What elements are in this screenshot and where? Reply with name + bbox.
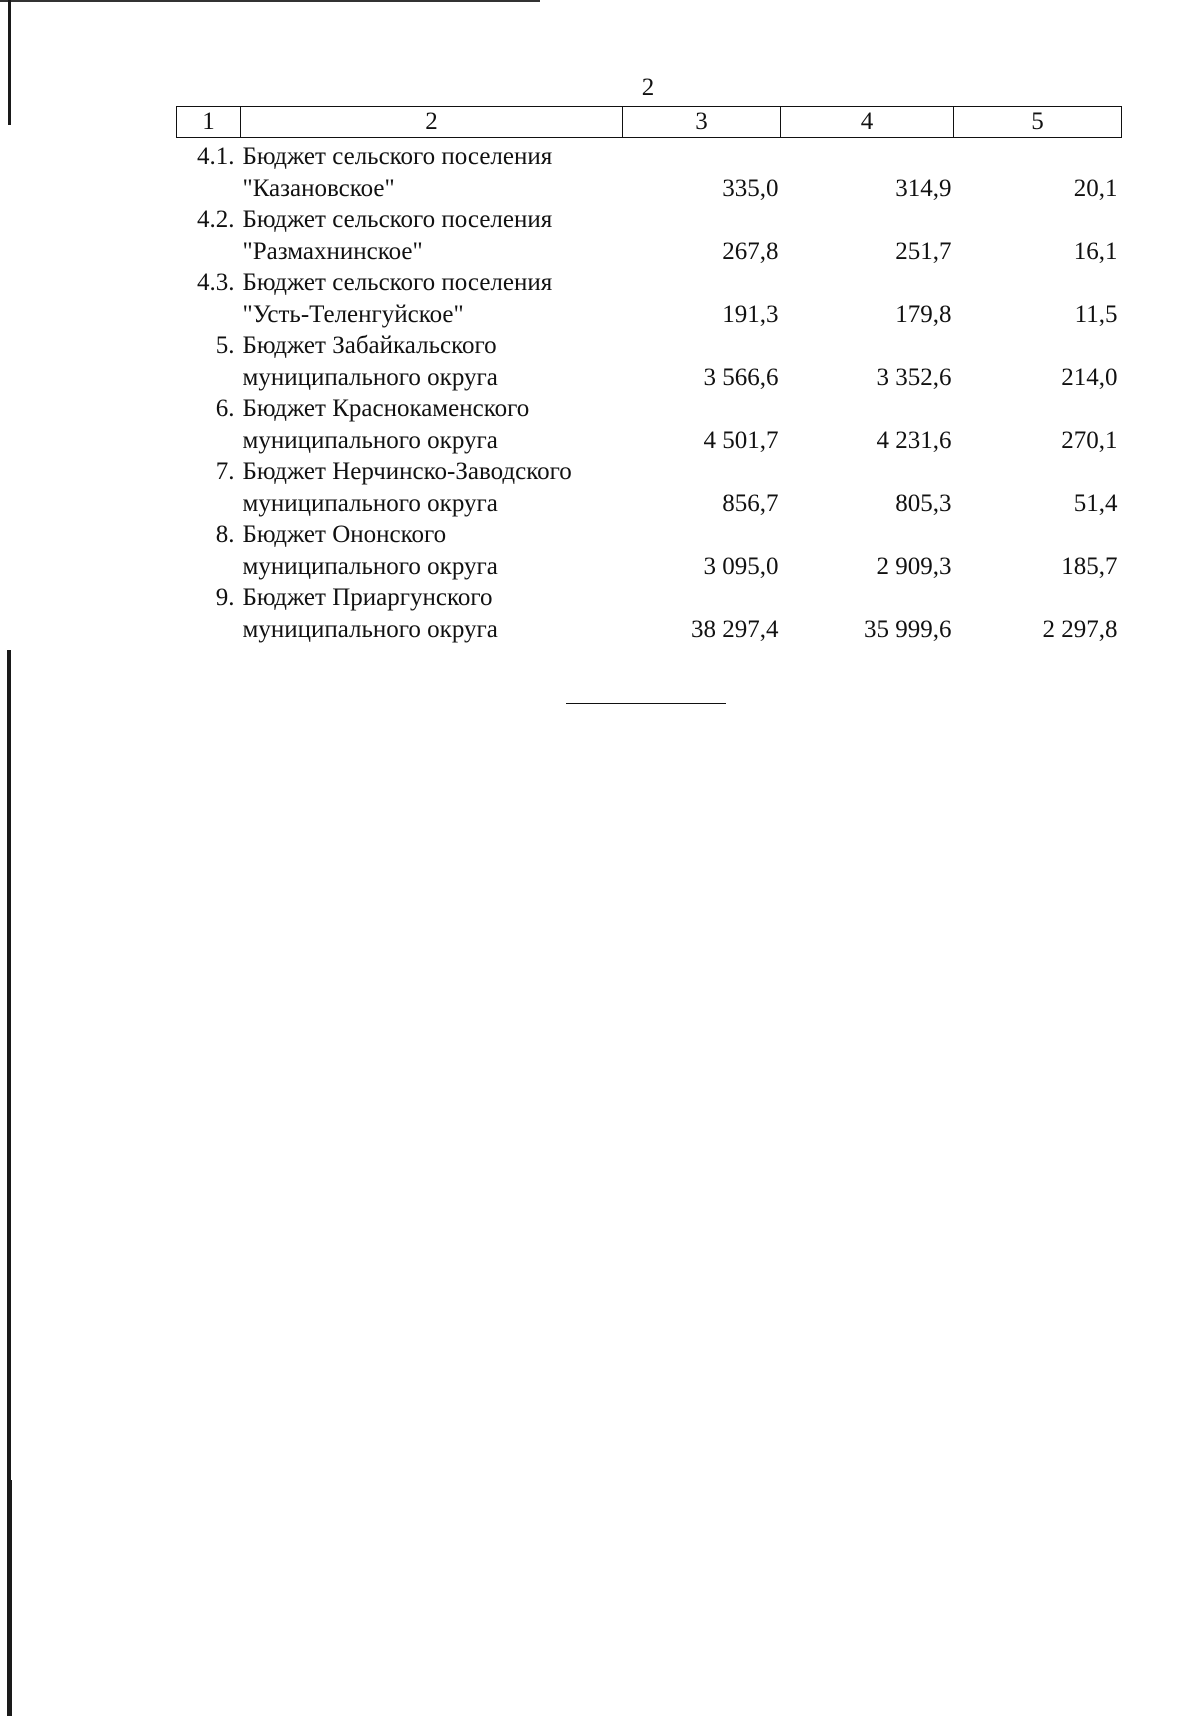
header-cell-1: 1 xyxy=(177,107,241,138)
row-number: 5. xyxy=(215,332,235,359)
row-number: 8. xyxy=(215,521,235,548)
value-col5: 185,7 xyxy=(1061,552,1118,580)
scan-artifact-top xyxy=(0,0,540,2)
budget-name-line-1: Бюджет Краснокаменского xyxy=(242,395,530,422)
header-cell-4: 4 xyxy=(781,107,954,138)
header-cell-3: 3 xyxy=(623,107,781,138)
table-body xyxy=(177,138,1122,646)
value-col4: 3 352,6 xyxy=(876,363,952,391)
budget-table xyxy=(176,106,1122,645)
table-row xyxy=(177,267,1122,330)
budget-name-line-2: "Размахнинское" xyxy=(242,237,423,265)
budget-name xyxy=(241,204,623,267)
budget-name-line-2: муниципального округа xyxy=(242,552,498,580)
value-col4: 2 909,3 xyxy=(876,552,952,580)
row-number: 6. xyxy=(215,395,235,422)
value-col4: 179,8 xyxy=(895,300,952,328)
budget-name-line-2: "Усть-Теленгуйское" xyxy=(242,300,464,328)
value-col3: 38 297,4 xyxy=(691,615,779,643)
value-col3: 335,0 xyxy=(722,174,779,202)
budget-name-line-2: "Казановское" xyxy=(242,174,395,202)
value-col3: 4 501,7 xyxy=(703,426,779,454)
page-number: 2 xyxy=(641,74,655,101)
value-col4: 4 231,6 xyxy=(876,426,952,454)
end-rule xyxy=(566,703,726,704)
row-number: 7. xyxy=(215,458,235,485)
table-row xyxy=(177,393,1122,456)
value-col5: 20,1 xyxy=(1073,174,1118,202)
budget-name xyxy=(241,456,623,519)
value-col5: 214,0 xyxy=(1061,363,1118,391)
value-col5: 11,5 xyxy=(1074,300,1118,328)
table-row xyxy=(177,456,1122,519)
budget-name xyxy=(241,582,623,645)
table-row xyxy=(177,330,1122,393)
header-cell-2: 2 xyxy=(241,107,623,138)
budget-name-line-1: Бюджет сельского поселения xyxy=(242,143,553,170)
value-col4: 251,7 xyxy=(895,237,952,265)
budget-name-line-2: муниципального округа xyxy=(242,426,498,454)
scan-artifact-edge xyxy=(8,0,11,125)
value-col5: 51,4 xyxy=(1073,489,1118,517)
value-col3: 3 095,0 xyxy=(703,552,779,580)
budget-name-line-1: Бюджет сельского поселения xyxy=(242,206,553,233)
value-col4: 35 999,6 xyxy=(864,615,952,643)
header-cell-5: 5 xyxy=(954,107,1122,138)
budget-name xyxy=(241,138,623,205)
value-col4: 314,9 xyxy=(895,174,952,202)
budget-name-line-2: муниципального округа xyxy=(242,489,498,517)
table-row xyxy=(177,204,1122,267)
table-row xyxy=(177,138,1122,205)
budget-name-line-1: Бюджет Забайкальского xyxy=(242,332,497,359)
budget-name-line-1: Бюджет Нерчинско-Заводского xyxy=(242,458,572,485)
scan-artifact-edge xyxy=(9,1480,12,1716)
budget-name-line-1: Бюджет Ононского xyxy=(242,521,447,548)
row-number: 4.2. xyxy=(197,206,235,233)
row-number: 4.1. xyxy=(197,143,235,170)
value-col5: 16,1 xyxy=(1073,237,1118,265)
budget-name-line-1: Бюджет сельского поселения xyxy=(242,269,553,296)
row-number: 9. xyxy=(215,584,235,611)
table-row xyxy=(177,582,1122,645)
budget-name-line-2: муниципального округа xyxy=(242,363,498,391)
value-col5: 2 297,8 xyxy=(1042,615,1118,643)
value-col3: 3 566,6 xyxy=(703,363,779,391)
value-col3: 267,8 xyxy=(722,237,779,265)
budget-name-line-1: Бюджет Приаргунского xyxy=(242,584,493,611)
row-number: 4.3. xyxy=(197,269,235,296)
value-col4: 805,3 xyxy=(895,489,952,517)
value-col5: 270,1 xyxy=(1061,426,1118,454)
budget-name-line-2: муниципального округа xyxy=(242,615,498,643)
table-header xyxy=(177,107,1122,138)
value-col3: 856,7 xyxy=(722,489,779,517)
budget-name xyxy=(241,330,623,393)
value-col3: 191,3 xyxy=(722,300,779,328)
budget-name xyxy=(241,519,623,582)
table-row xyxy=(177,519,1122,582)
table-header-row xyxy=(177,107,1122,138)
budget-name xyxy=(241,267,623,330)
budget-name xyxy=(241,393,623,456)
